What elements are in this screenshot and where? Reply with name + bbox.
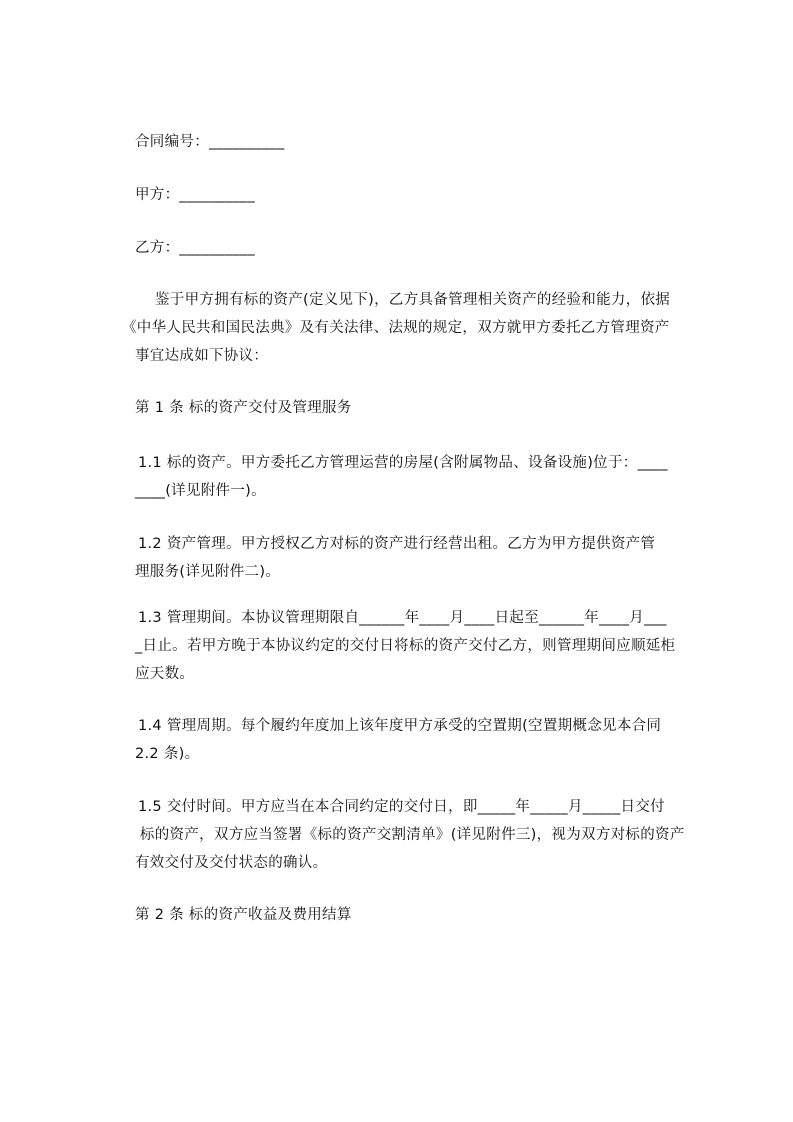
- clause-1-4-line: 2.2 条)。: [135, 746, 200, 762]
- clause-1-1-line: 1.1 标的资产。甲方委托乙方管理运营的房屋(含附属物品、设备设施)位于：____: [138, 455, 668, 471]
- clause-1-3-line: 1.3 管理期间。本协议管理期限自______年____月____日起至______年____月___: [138, 610, 667, 626]
- preamble-line: 《中华人民共和国民法典》及有关法律、法规的规定，双方就甲方委托乙方管理资产: [122, 320, 670, 336]
- contract-number-field: 合同编号：__________: [135, 134, 285, 150]
- clause-1-4-line: 1.4 管理周期。每个履约年度加上该年度甲方承受的空置期(空置期概念见本合同: [138, 718, 662, 734]
- article-2-title: 第 2 条 标的资产收益及费用结算: [135, 907, 352, 923]
- party-a-field: 甲方：__________: [135, 187, 255, 203]
- preamble-line: 鉴于甲方拥有标的资产(定义见下)，乙方具备管理相关资产的经验和能力，依据: [155, 292, 671, 308]
- clause-1-5-line: 有效交付及交付状态的确认。: [135, 855, 328, 871]
- party-b-field: 乙方：__________: [135, 240, 255, 256]
- clause-1-3-line: 应天数。: [135, 666, 195, 682]
- clause-1-1-line: ____(详见附件一)。: [135, 483, 266, 499]
- preamble-line: 事宜达成如下协议：: [135, 348, 269, 364]
- article-1-title: 第 1 条 标的资产交付及管理服务: [135, 400, 352, 416]
- clause-1-5-line: 1.5 交付时间。甲方应当在本合同约定的交付日，即_____年_____月_____日交付: [138, 799, 665, 815]
- clause-1-3-line: _日止。若甲方晚于本协议约定的交付日将标的资产交付乙方，则管理期间应顺延柜: [135, 638, 676, 654]
- clause-1-2-line: 理服务(详见附件二)。: [135, 564, 281, 580]
- clause-1-5-line: 标的资产，双方应当签署《标的资产交割清单》(详见附件三)，视为双方对标的资产: [135, 827, 685, 843]
- clause-1-2-line: 1.2 资产管理。甲方授权乙方对标的资产进行经营出租。乙方为甲方提供资产管: [138, 536, 656, 552]
